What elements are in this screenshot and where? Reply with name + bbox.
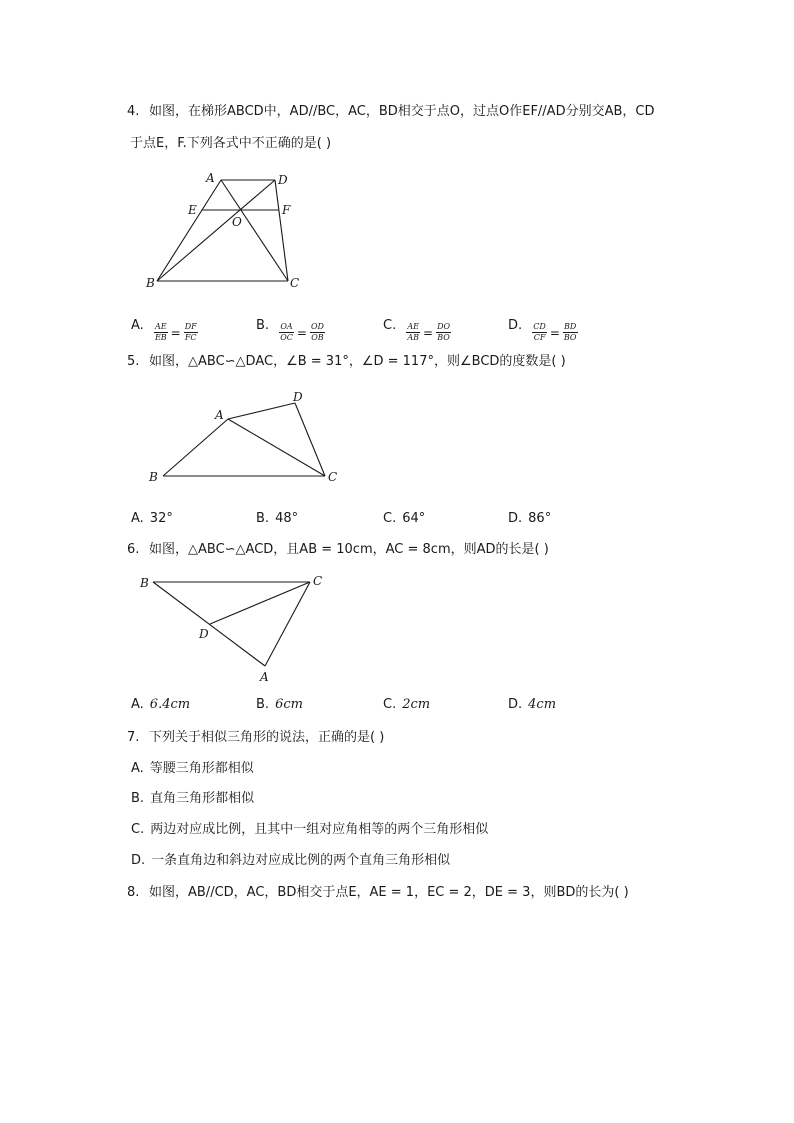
q7-option-c[interactable]: C. 两边对应成比例，且其中一组对应角相等的两个三角形相似: [131, 822, 489, 837]
q6-option-a[interactable]: A. 6.4cm: [131, 697, 191, 712]
q6-option-c[interactable]: C. 2cm: [383, 697, 431, 712]
label-o: O: [232, 215, 242, 229]
question-number: 8.: [127, 885, 140, 900]
q4-option-b[interactable]: B. $\frac{OA}{OC}$ = $\frac{OD}{OB}$: [256, 318, 324, 342]
q7-option-d[interactable]: D. 一条直角边和斜边对应成比例的两个直角三角形相似: [131, 853, 451, 868]
question-number: 7.: [127, 730, 140, 745]
q7-option-a[interactable]: A. 等腰三角形都相似: [131, 761, 254, 776]
label-e: E: [188, 203, 197, 217]
triangle-figure-q5: [145, 388, 345, 488]
label-a: A: [206, 171, 215, 185]
question-number: 5.: [127, 354, 140, 369]
label-f: F: [282, 203, 291, 217]
question-number: 6.: [127, 542, 140, 557]
q7-option-b[interactable]: B. 直角三角形都相似: [131, 791, 255, 806]
question-text: 如图，△ABC∽△ACD，且AB = 10cm，AC = 8cm，则AD的长是( ): [149, 542, 549, 557]
trapezoid-figure: [140, 168, 310, 293]
question-8-stem: [127, 884, 629, 902]
question-text: 如图，AB//CD，AC，BD相交于点E，AE = 1，EC = 2，DE = 3，则BD的长为( ): [149, 885, 629, 900]
question-text: 如图，△ABC∽△DAC，∠B = 31°，∠D = 117°，则∠BCD的度数是( ): [149, 354, 566, 369]
label-b: B: [146, 276, 155, 290]
label-c: C: [313, 574, 323, 588]
question-number: 4.: [127, 104, 140, 119]
question-5-stem: [127, 353, 566, 371]
question-4-stem-line2: 于点E，F.下列各式中不正确的是( ): [130, 136, 332, 151]
label-a: A: [215, 408, 224, 422]
q6-option-d[interactable]: D. 4cm: [508, 697, 557, 712]
label-c: C: [328, 470, 338, 484]
q4-option-d[interactable]: D. $\frac{CD}{CF}$ = $\frac{BD}{BO}$: [508, 318, 577, 342]
q5-option-a[interactable]: A. 32°: [131, 511, 173, 526]
label-d: D: [293, 390, 303, 404]
triangle-figure-q6: [133, 570, 343, 685]
q5-option-c[interactable]: C. 64°: [383, 511, 426, 526]
question-6-stem: [127, 541, 549, 559]
q4-option-a[interactable]: A. $\frac{AE}{EB}$ = $\frac{DF}{FC}$: [131, 318, 197, 342]
label-c: C: [290, 276, 300, 290]
question-text: 下列关于相似三角形的说法，正确的是( ): [149, 730, 385, 745]
label-b: B: [140, 576, 149, 590]
question-7-stem: [127, 729, 384, 747]
label-d: D: [199, 627, 209, 641]
q5-option-b[interactable]: B. 48°: [256, 511, 299, 526]
question-text: 如图，在梯形ABCD中，AD//BC，AC，BD相交于点O，过点O作EF//AD分别交AB，CD: [149, 104, 655, 119]
label-b: B: [149, 470, 158, 484]
q4-option-c[interactable]: C. $\frac{AE}{AB}$ = $\frac{DO}{BO}$: [383, 318, 451, 342]
question-4-stem: [127, 103, 655, 121]
q5-option-d[interactable]: D. 86°: [508, 511, 552, 526]
label-a: A: [260, 670, 269, 684]
label-d: D: [278, 173, 288, 187]
q6-option-b[interactable]: B. 6cm: [256, 697, 303, 712]
